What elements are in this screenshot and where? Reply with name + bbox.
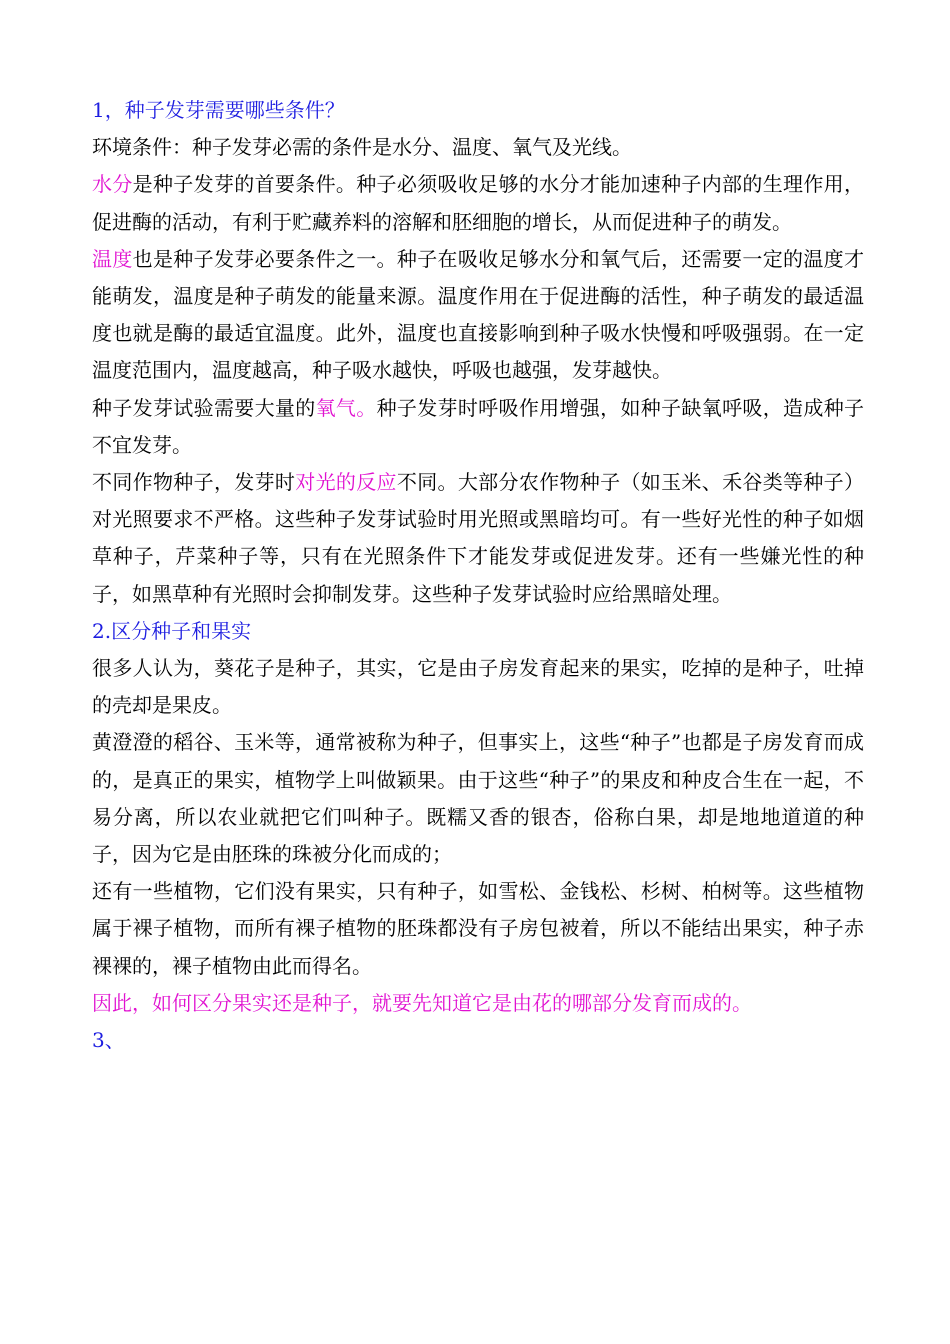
oxygen-after: 种子发芽时呼吸作用增强，如种子缺氧呼吸，造成种子不宜发芽。 (92, 395, 865, 457)
paragraph-grain: 黄澄澄的稻谷、玉米等，通常被称为种子，但事实上，这些“种子”也都是子房发育而成的，是真正的果实，植物学上叫做颖果。由于这些“种子”的果皮和种皮合生在一起，不易分离，所以农业就把它们叫种子。既糯又香的银杏，俗称白果，却是地地道道的种子，因为它是由胚珠的珠被分化而成的； (92, 730, 864, 867)
heading-1: 1，种子发芽需要哪些条件？ (92, 98, 345, 122)
heading-3: 3、 (92, 1028, 125, 1053)
paragraph-sunflower: 很多人认为，葵花子是种子，其实，它是由子房发育起来的果实，吃掉的是种子，吐掉的壳却是果皮。 (92, 656, 864, 718)
keyword-water: 水分 (92, 172, 133, 197)
oxygen-before: 种子发芽试验需要大量的 (92, 395, 316, 420)
paragraph-light (92, 464, 864, 613)
keyword-temperature: 温度 (92, 246, 133, 271)
paragraph-temperature (92, 241, 864, 390)
paragraph-water (92, 166, 864, 240)
keyword-oxygen: 氧气。 (315, 395, 377, 420)
water-text: 是种子发芽的首要条件。种子必须吸收足够的水分才能加速种子内部的生理作用，促进酶的活动，有利于贮藏养料的溶解和胚细胞的增长，从而促进种子的萌发。 (92, 172, 865, 234)
light-after: 不同。大部分农作物种子（如玉米、禾谷类等种子）对光照要求不严格。这些种子发芽试验时用光照或黑暗均可。有一些好光性的种子如烟草种子，芹菜种子等，只有在光照条件下才能发芽或促进发芽。还有一些嫌光性的种子，如黑草种有光照时会抑制发芽。这些种子发芽试验时应给黑暗处理。 (92, 470, 865, 606)
temperature-text: 也是种子发芽必要条件之一。种子在吸收足够水分和氧气后，还需要一定的温度才能萌发，温度是种子萌发的能量来源。温度作用在于促进酶的活性，种子萌发的最适温度也就是酶的最适宜温度。此外，温度也直接影响到种子吸水快慢和呼吸强弱。在一定温度范围内，温度越高，种子吸水越快，呼吸也越强，发芽越快。 (92, 246, 865, 383)
light-before: 不同作物种子，发芽时 (92, 470, 296, 495)
keyword-light: 对光的反应 (295, 470, 397, 495)
heading-2: 2.区分种子和果实 (92, 618, 252, 643)
paragraph-gymnosperm: 还有一些植物，它们没有果实，只有种子，如雪松、金钱松、杉树、柏树等。这些植物属于裸子植物，而所有裸子植物的胚珠都没有子房包被着，所以不能结出果实，种子赤裸裸的，裸子植物由此而得名。 (92, 879, 864, 978)
paragraph-conclusion: 因此，如何区分果实还是种子，就要先知道它是由花的哪部分发育而成的。 (92, 990, 752, 1015)
paragraph-oxygen (92, 390, 864, 464)
paragraph-environment: 环境条件：种子发芽必需的条件是水分、温度、氧气及光线。 (92, 135, 632, 160)
document-page (92, 92, 864, 1059)
